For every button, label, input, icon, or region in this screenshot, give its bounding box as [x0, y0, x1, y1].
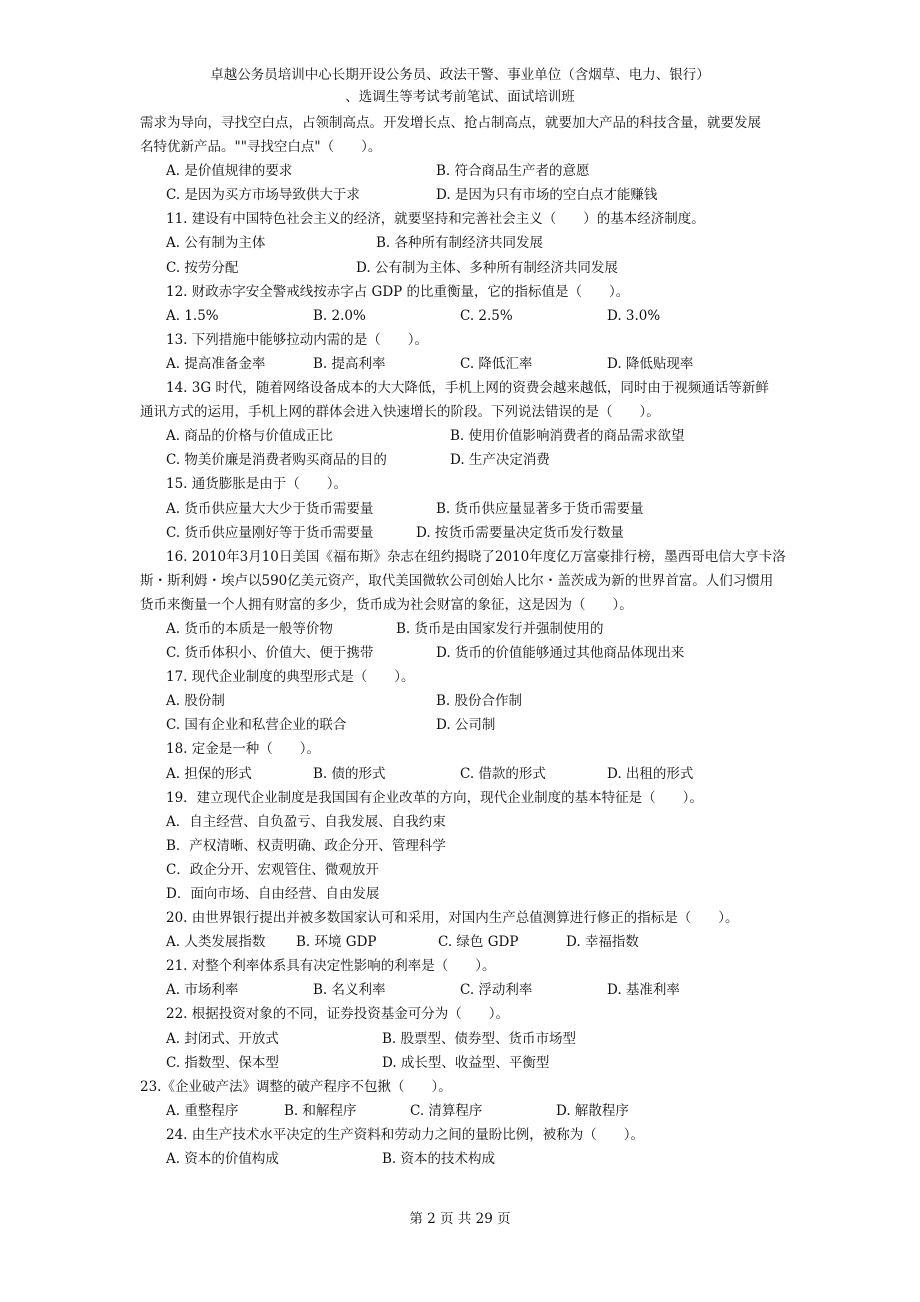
option-b: B. 股份合作制 — [436, 693, 523, 710]
option-a: A. 1.5% — [166, 307, 219, 324]
option-d: D. 是因为只有市场的空白点才能赚钱 — [436, 187, 658, 204]
option-c: C．政企分开、宏观管住、微观放开 — [166, 861, 379, 878]
intro-options-row-2 — [140, 183, 790, 207]
option-a: A. 货币的本质是一般等价物 — [166, 620, 333, 637]
option-b: B. 债的形式 — [313, 765, 386, 782]
option-c: C. 清算程序 — [410, 1102, 483, 1119]
question-21: 21. 对整个利率体系具有决定性影响的利率是（ ）。 — [166, 958, 496, 975]
q17-options-row-2 — [140, 713, 790, 737]
option-c: C. 货币体积小、价值大、便于携带 — [166, 645, 374, 662]
option-a: A. 货币供应量大大少于货币需要量 — [166, 500, 374, 517]
option-d: D. 基准利率 — [607, 982, 680, 999]
intro-options-row-1 — [140, 159, 790, 183]
header-line-1: 卓越公务员培训中心长期开设公务员、政法干警、事业单位（含烟草、电力、银行） — [210, 67, 710, 83]
option-d: D. 生产决定消费 — [450, 452, 550, 469]
q16-options-row-1 — [140, 617, 790, 641]
option-b: B. 环境 GDP — [296, 934, 377, 951]
q13-options — [140, 352, 790, 376]
question-14-line-2: 通讯方式的运用，手机上网的群体会进入快速增长的阶段。下列说法错误的是（ ）。 — [140, 404, 660, 421]
question-12: 12. 财政赤字安全警戒线按赤字占 GDP 的比重衡量，它的指标值是（ ）。 — [166, 283, 630, 300]
page-number: 第 2 页 共 29 页 — [409, 1211, 511, 1227]
question-18: 18. 定金是一种（ ）。 — [166, 741, 321, 758]
question-17: 17. 现代企业制度的典型形式是（ ）。 — [166, 669, 415, 686]
page-header — [0, 64, 920, 108]
option-b: B. 符合商品生产者的意愿 — [436, 163, 590, 180]
q12-options — [140, 304, 790, 328]
question-20: 20. 由世界银行提出并被多数国家认可和采用，对国内生产总值测算进行修正的指标是（ ）。 — [166, 910, 739, 927]
q15-options-row-2 — [140, 521, 790, 545]
option-a: A. 市场利率 — [166, 982, 239, 999]
option-b: B. 股票型、债券型、货币市场型 — [382, 1030, 577, 1047]
option-c: C. 国有企业和私营企业的联合 — [166, 717, 347, 734]
q15-options-row-1 — [140, 497, 790, 521]
option-a: A．自主经营、自负盈亏、自我发展、自我约束 — [166, 813, 446, 830]
option-a: A. 股份制 — [166, 693, 225, 710]
option-b: B. 名义利率 — [313, 982, 386, 999]
option-c: C. 2.5% — [460, 307, 513, 324]
question-content — [140, 111, 790, 1171]
option-b: B. 2.0% — [313, 307, 366, 324]
q18-options — [140, 762, 790, 786]
question-22: 22. 根据投资对象的不同，证券投资基金可分为（ ）。 — [166, 1006, 510, 1023]
intro-line-1: 需求为导向，寻找空白点，占领制高点。开发增长点、抢占制高点，就要加大产品的科技含量，就要发展 — [140, 115, 761, 131]
option-a: A. 人类发展指数 — [166, 934, 266, 951]
q24-options — [140, 1147, 790, 1171]
option-d: D．面向市场、自由经营、自由发展 — [166, 886, 380, 902]
option-d: D. 成长型、收益型、平衡型 — [382, 1054, 550, 1071]
q21-options — [140, 978, 790, 1002]
option-d: D. 出租的形式 — [607, 765, 694, 782]
option-c: C. 是因为买方市场导致供大于求 — [166, 187, 360, 204]
question-16-line-2: 斯・斯利姆・埃卢以590亿美元资产，取代美国微软公司创始人比尔・盖茨成为新的世界首富。人们习惯用 — [140, 572, 774, 589]
question-16-line-3: 货币来衡量一个人拥有财富的多少，货币成为社会财富的象征，这是因为（ ）。 — [140, 596, 633, 613]
q17-options-row-1 — [140, 689, 790, 713]
option-a: A. 提高准备金率 — [166, 355, 266, 372]
q11-options-row-1 — [140, 231, 790, 255]
question-15: 15. 通货膨胀是由于（ ）。 — [166, 476, 348, 493]
q14-options-row-1 — [140, 424, 790, 448]
option-d: D. 按货币需要量决定货币发行数量 — [416, 524, 624, 541]
q22-options-row-1 — [140, 1027, 790, 1051]
option-b: B．产权清晰、权责明确、政企分开、管理科学 — [166, 837, 446, 854]
option-d: D. 解散程序 — [556, 1102, 629, 1119]
option-d: D. 货币的价值能够通过其他商品体现出来 — [436, 645, 685, 662]
option-a: A. 担保的形式 — [166, 765, 252, 782]
header-line-2: 、选调生等考试考前笔试、面试培训班 — [345, 89, 575, 105]
option-c: C. 浮动利率 — [460, 982, 533, 999]
option-c: C. 指数型、保本型 — [166, 1054, 279, 1071]
q23-options — [140, 1099, 790, 1123]
option-a: A. 资本的价值构成 — [166, 1151, 279, 1168]
question-11: 11. 建设有中国特色社会主义的经济，就要坚持和完善社会主义（ ）的基本经济制度。 — [166, 211, 705, 228]
option-b: B. 货币供应量显著多于货币需要量 — [436, 500, 644, 517]
question-23: 23.《企业破产法》调整的破产程序不包揪（ ）。 — [140, 1078, 452, 1095]
q22-options-row-2 — [140, 1051, 790, 1075]
option-d: D. 降低贴现率 — [607, 355, 694, 372]
question-19: 19．建立现代企业制度是我国国有企业改革的方向，现代企业制度的基本特征是（ ）。 — [166, 789, 703, 806]
option-c: C. 降低汇率 — [460, 355, 533, 372]
question-14-line-1: 14. 3G 时代，随着网络设备成本的大大降低，手机上网的资费会越来越低，同时由于视频通话等新鲜 — [166, 380, 769, 397]
option-d: D. 公司制 — [436, 717, 496, 734]
option-a: A. 公有制为主体 — [166, 235, 266, 252]
question-24: 24. 由生产技术水平决定的生产资料和劳动力之间的量盼比例，被称为（ ）。 — [166, 1126, 645, 1143]
option-b: B. 货币是由国家发行并强制使用的 — [396, 620, 604, 637]
option-b: B. 各种所有制经济共同发展 — [376, 235, 544, 252]
option-b: B. 和解程序 — [284, 1102, 357, 1119]
option-c: C. 借款的形式 — [460, 765, 546, 782]
option-c: C. 货币供应量刚好等于货币需要量 — [166, 524, 374, 541]
q14-options-row-2 — [140, 448, 790, 472]
q16-options-row-2 — [140, 641, 790, 665]
option-d: D. 幸福指数 — [566, 934, 639, 951]
option-d: D. 3.0% — [607, 307, 661, 324]
option-c: C. 按劳分配 — [166, 259, 239, 276]
q11-options-row-2 — [140, 256, 790, 280]
option-a: A. 重整程序 — [166, 1102, 239, 1119]
option-b: B. 使用价值影响消费者的商品需求欲望 — [450, 428, 685, 445]
q20-options — [140, 930, 790, 954]
question-16-line-1: 16. 2010年3月10日美国《福布斯》杂志在纽约揭晓了2010年度亿万富豪排行榜，墨西哥电信大亨卡洛 — [166, 548, 786, 565]
option-a: A. 封闭式、开放式 — [166, 1030, 279, 1047]
option-c: C. 物美价廉是消费者购买商品的目的 — [166, 452, 387, 469]
option-c: C. 绿色 GDP — [438, 934, 519, 951]
option-d: D. 公有制为主体、多种所有制经济共同发展 — [356, 259, 618, 276]
option-b: B. 资本的技术构成 — [382, 1151, 496, 1168]
question-13: 13. 下列措施中能够拉动内需的是（ ）。 — [166, 331, 429, 348]
option-a: A. 商品的价格与价值成正比 — [166, 428, 333, 445]
intro-line-2: 名特优新产品。""寻找空白点"（ ）。 — [140, 139, 382, 156]
option-a: A. 是价值规律的要求 — [166, 163, 293, 180]
option-b: B. 提高利率 — [313, 355, 386, 372]
